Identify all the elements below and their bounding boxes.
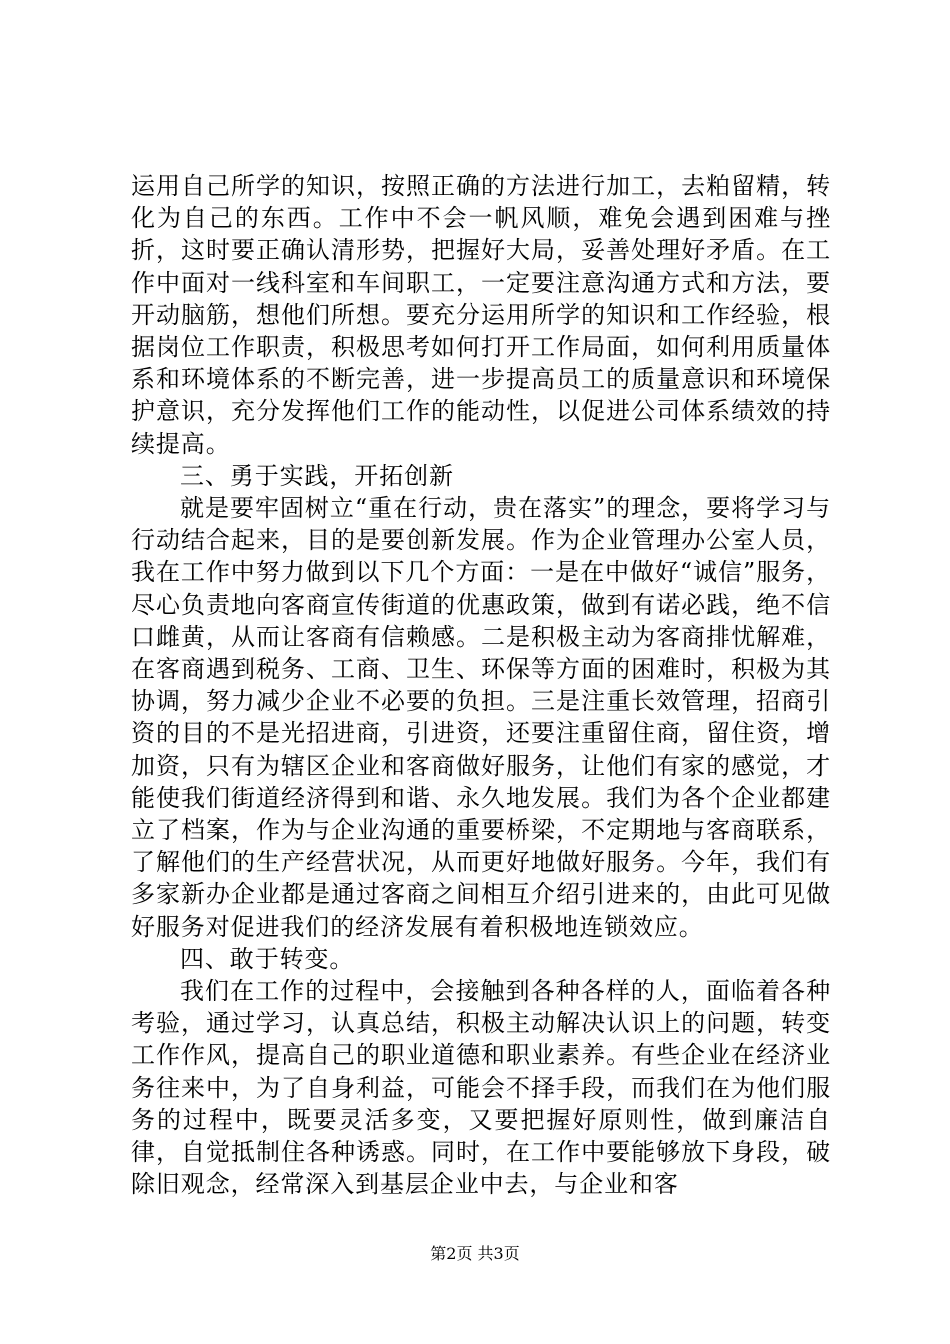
section-heading-dare-to-change: 四、敢于转变。 <box>180 944 355 973</box>
paragraph-dare-to-change: 我们在工作的过程中，会接触到各种各样的人，面临着各种考验，通过学习，认真总结，积极主动解决认识上的问题，转变工作作风，提高自己的职业道德和职业素养。有些企业在经济业务往来中，为了自身利益，可能会不择手段，而我们在为他们服务的过程中，既要灵活多变，又要把握好原则性，做到廉洁自律，自觉抵制住各种诱惑。同时，在工作中要能够放下身段，破除旧观念，经常深入到基层企业中去，与企业和客 <box>131 977 831 1199</box>
paragraph-continuation: 运用自己所学的知识，按照正确的方法进行加工，去粕留精，转化为自己的东西。工作中不会一帆风顺，难免会遇到困难与挫折，这时要正确认清形势，把握好大局，妥善处理好矛盾。在工作中面对一线科室和车间职工，一定要注意沟通方式和方法，要开动脑筋，想他们所想。要充分运用所学的知识和工作经验，根据岗位工作职责，积极思考如何打开工作局面，如何利用质量体系和环境体系的不断完善，进一步提高员工的质量意识和环境保护意识，充分发挥他们工作的能动性，以促进公司体系绩效的持续提高。 <box>131 172 831 458</box>
page-number-label: 第2页 共3页 <box>430 1244 520 1263</box>
section-heading-practice-innovation: 三、勇于实践，开拓创新 <box>180 461 454 490</box>
paragraph-practice-innovation: 就是要牢固树立“重在行动，贵在落实”的理念，要将学习与行动结合起来，目的是要创新发展。作为企业管理办公室人员，我在工作中努力做到以下几个方面：一是在中做好“诚信”服务，尽心负责地向客商宣传街道的优惠政策，做到有诺必践，绝不信口雌黄，从而让客商有信赖感。二是积极主动为客商排忧解难，在客商遇到税务、工商、卫生、环保等方面的困难时，积极为其协调，努力减少企业不必要的负担。三是注重长效管理，招商引资的目的不是光招进商，引进资，还要注重留住商，留住资，增加资，只有为辖区企业和客商做好服务，让他们有家的感觉，才能使我们街道经济得到和谐、永久地发展。我们为各个企业都建立了档案，作为与企业沟通的重要桥梁，不定期地与客商联系，了解他们的生产经营状况，从而更好地做好服务。今年，我们有多家新办企业都是通过客商之间相互介绍引进来的，由此可见做好服务对促进我们的经济发展有着积极地连锁效应。 <box>131 494 831 941</box>
page-footer <box>0 1244 950 1264</box>
document-body <box>131 170 831 1201</box>
